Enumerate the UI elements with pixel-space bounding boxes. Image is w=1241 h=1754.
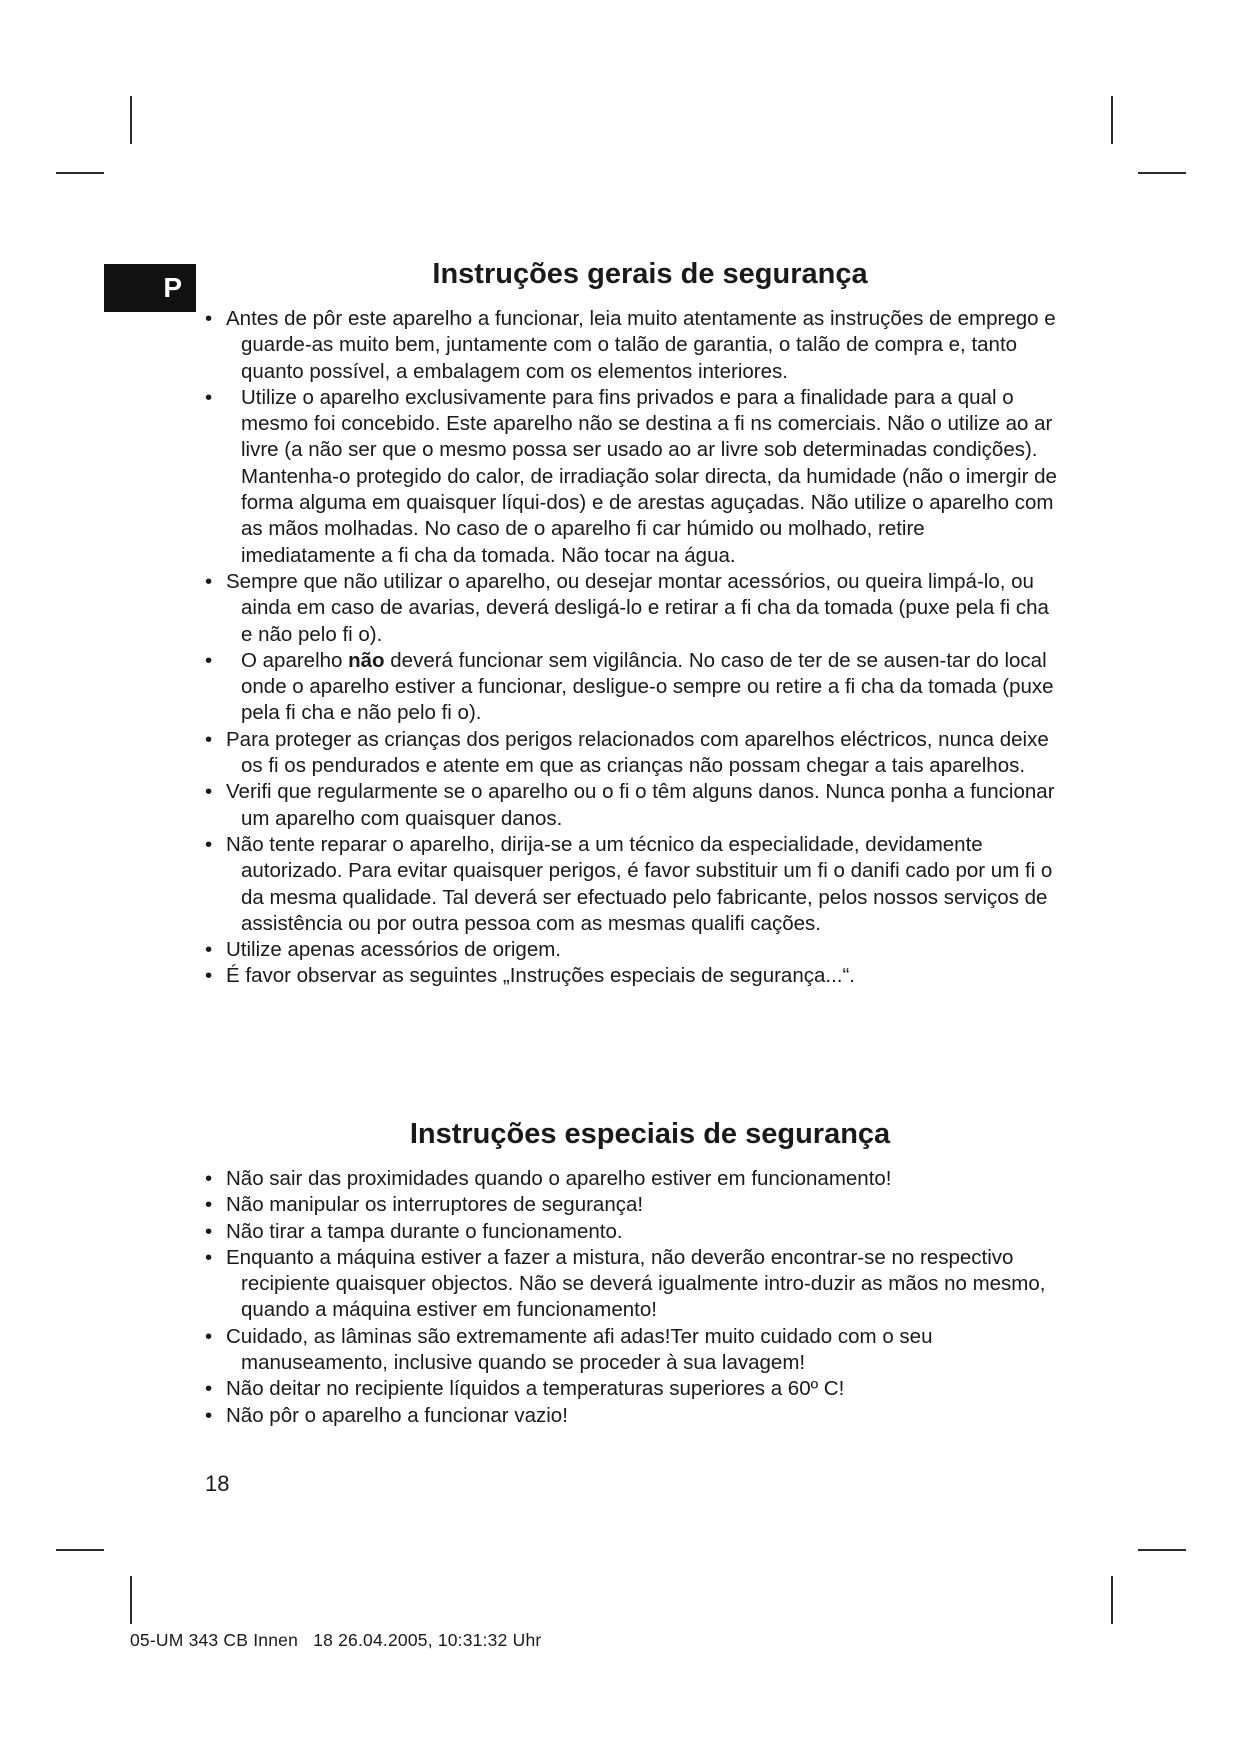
list-item	[200, 648, 1060, 727]
list-item: • Verifi que regularmente se o aparelho ou o fi o têm alguns danos. Nunca ponha a funcionar um aparelho com quaisquer danos.	[200, 779, 1060, 832]
crop-mark-bottom-right-horizontal	[1138, 1549, 1186, 1551]
list-item-text: deverá funcionar sem vigilância. No caso de ter de se ausen-tar do local onde o aparelho estiver a funcionar, desligue-o sempre ou retire a fi cha da tomada (puxe pela fi cha e não pelo fi o).	[241, 648, 1054, 725]
list-item: • É favor observar as seguintes „Instruções especiais de segurança...“.	[200, 963, 1060, 989]
list-item: • Cuidado, as lâminas são extremamente afi adas!Ter muito cuidado com o seu manuseamento, inclusive quando se proceder à sua lavagem!	[200, 1324, 1060, 1377]
emphasis-text: não	[348, 648, 385, 672]
crop-mark-bottom-right-vertical	[1111, 1576, 1113, 1624]
list-item: • Para proteger as crianças dos perigos relacionados com aparelhos eléctricos, nunca deixe os fi os pendurados e atente em que as crianças não possam chegar a tais aparelhos.	[200, 727, 1060, 780]
section-title-general: Instruções gerais de segurança	[432, 258, 868, 290]
list-item: • Utilize o aparelho exclusivamente para fins privados e para a finalidade para a qual o mesmo foi concebido. Este aparelho não se destina a fi ns comerciais. Não o utilize ao ar livre (a não ser que o mesmo possa ser usado ao ar livre sob determinadas condições). Mantenha-o protegido do calor, de irradiação solar directa, da humidade (não o imergir de forma alguma em quaisquer líqui-dos) e de arestas aguçadas. Não utilize o aparelho com as mãos molhadas. No caso de o aparelho fi car húmido ou molhado, retire imediatamente a fi cha da tomada. Não tocar na água.	[200, 385, 1060, 569]
list-item: • Não deitar no recipiente líquidos a temperaturas superiores a 60º C!	[200, 1376, 1060, 1402]
page-number: 18	[205, 1471, 230, 1496]
crop-mark-top-left-horizontal	[56, 172, 104, 174]
list-item: • Não sair das proximidades quando o aparelho estiver em funcionamento!	[200, 1166, 1060, 1192]
list-item: • Sempre que não utilizar o aparelho, ou desejar montar acessórios, ou queira limpá-lo, ou ainda em caso de avarias, deverá desligá-lo e retirar a fi cha da tomada (puxe pela fi cha e não pelo fi o).	[200, 569, 1060, 648]
print-footer: 05-UM 343 CB Innen 18 26.04.2005, 10:31:32 Uhr	[130, 1630, 542, 1650]
crop-mark-bottom-left-vertical	[130, 1576, 132, 1624]
section-title-special: Instruções especiais de segurança	[409, 1118, 891, 1150]
special-safety-list	[200, 1166, 1060, 1429]
list-item: • Utilize apenas acessórios de origem.	[200, 937, 1060, 963]
general-safety-list	[200, 306, 1060, 990]
language-tab: P	[104, 264, 196, 312]
crop-mark-top-right-horizontal	[1138, 172, 1186, 174]
list-item: • Não tente reparar o aparelho, dirija-se a um técnico da especialidade, devidamente autorizado. Para evitar quaisquer perigos, é favor substituir um fi o danifi cado por um fi o da mesma qualidade. Tal deverá ser efectuado pelo fabricante, pelos nossos serviços de assistência ou por outra pessoa com as mesmas qualifi cações.	[200, 832, 1060, 937]
list-item: • Enquanto a máquina estiver a fazer a mistura, não deverão encontrar-se no respectivo recipiente quaisquer objectos. Não se deverá igualmente intro-duzir as mãos no mesmo, quando a máquina estiver em funcionamento!	[200, 1245, 1060, 1324]
crop-mark-top-left-vertical	[130, 96, 132, 144]
crop-mark-bottom-left-horizontal	[56, 1549, 104, 1551]
list-item: • Não pôr o aparelho a funcionar vazio!	[200, 1403, 1060, 1429]
list-item: • Não tirar a tampa durante o funcionamento.	[200, 1219, 1060, 1245]
list-item: • Antes de pôr este aparelho a funcionar, leia muito atentamente as instruções de emprego e guarde-as muito bem, juntamente com o talão de garantia, o talão de compra e, tanto quanto possível, a embalagem com os elementos interiores.	[200, 306, 1060, 385]
crop-mark-top-right-vertical	[1111, 96, 1113, 144]
list-item: • Não manipular os interruptores de segurança!	[200, 1192, 1060, 1218]
list-item-text: O aparelho	[241, 648, 349, 672]
